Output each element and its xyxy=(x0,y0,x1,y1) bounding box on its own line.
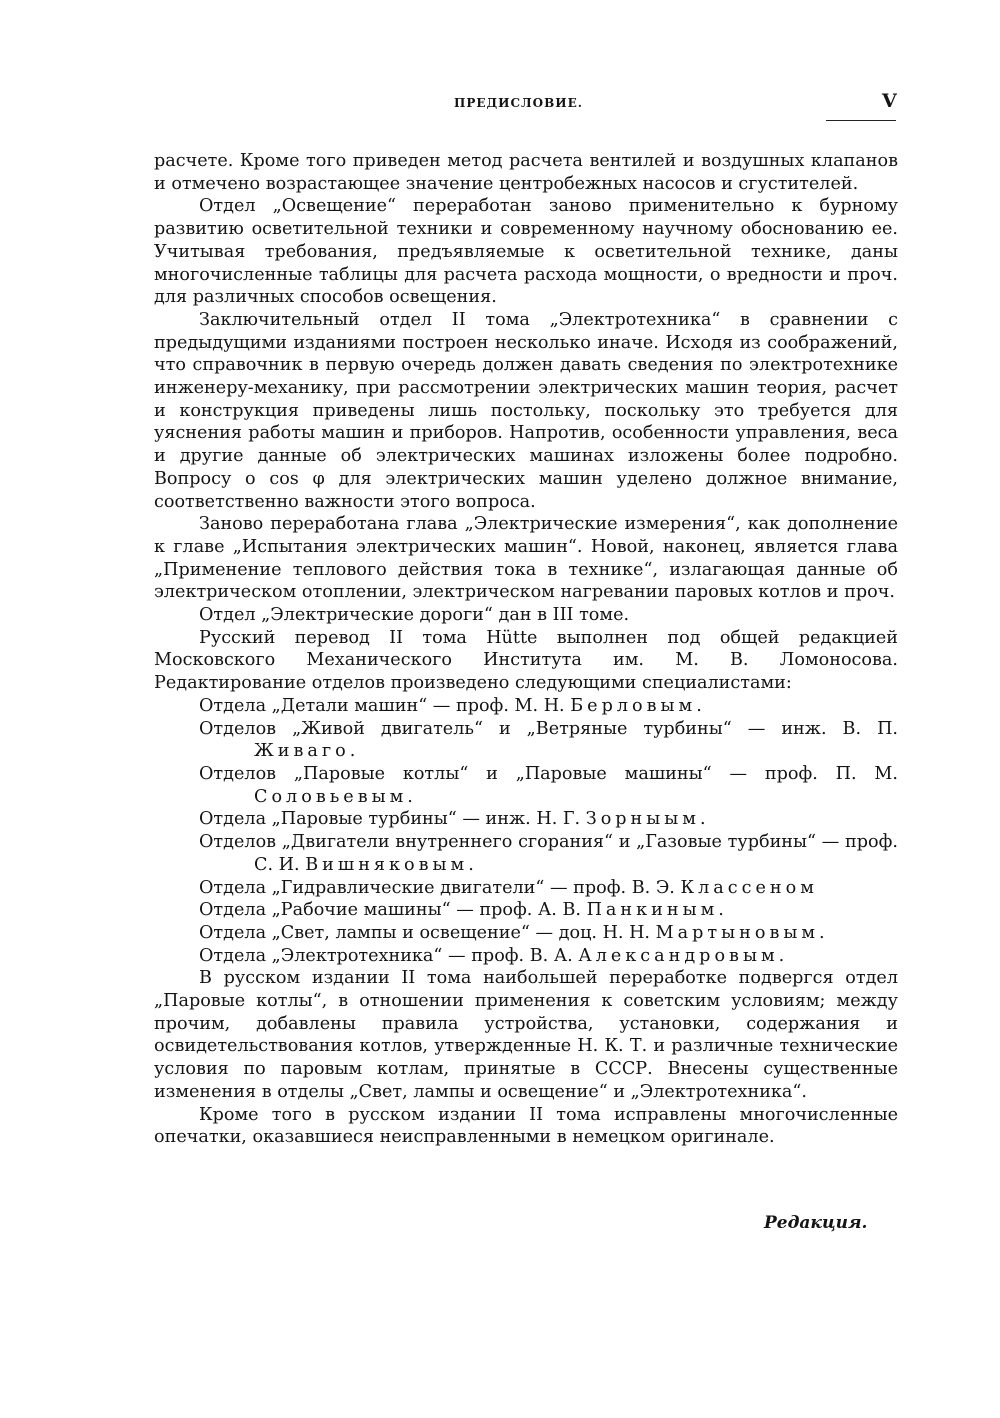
running-title: ПРЕДИСЛОВИЕ. xyxy=(454,96,583,110)
paragraph: Заключительный отдел II тома „Электротехника“ в сравнении с предыдущими изданиями построен несколько иначе. Исходя из соображений, что справочник в первую очередь должен давать сведения по электротехнике инженеру-механику, при рассмотрении электрических машин теория, расчет и конструкция приведены лишь постольку, поскольку это требуется для уяснения работы машин и приборов. Напротив, особенности управления, веса и другие данные об электрических машинах изложены более подробно. Вопросу о cos φ для электрических машин уделено должное внимание, соответственно важности этого вопроса. xyxy=(154,309,898,512)
paragraph: Русский перевод II тома Hütte выполнен под общей редакцией Московского Механического Института им. М. В. Ломоносова. Редактирование отделов произведено следующими специалистами: xyxy=(154,627,898,694)
body-text xyxy=(154,150,898,1149)
editor-line: Отдела „Гидравлические двигатели“ — проф. В. Э. Классеном xyxy=(199,877,818,898)
editor-line: Отделов „Живой двигатель“ и „Ветряные турбины“ — инж. В. П. Живаго. xyxy=(199,718,898,762)
paragraph: Отдел „Электрические дороги“ дан в III томе. xyxy=(199,605,630,626)
signature: Редакция. xyxy=(764,1213,868,1233)
editor-line: Отделов „Паровые котлы“ и „Паровые машины“ — проф. П. М. Соловьевым. xyxy=(199,763,898,807)
editor-line: Отдела „Свет, лампы и освещение“ — доц. Н. Н. Мартыновым. xyxy=(199,922,829,943)
page-number: V xyxy=(882,90,897,112)
paragraph: В русском издании II тома наибольшей переработке подвергся отдел „Паровые котлы“, в отношении применения к советским условиям; между прочим, добавлены правила устройства, установки, содержания и освидетельствования котлов, утвержденные Н. К. Т. и различные технические условия по паровым котлам, принятые в СССР. Внесены существенные изменения в отделы „Свет, лампы и освещение“ и „Электротехника“. xyxy=(154,968,898,1102)
header-rule xyxy=(826,120,896,121)
editor-line: Отдела „Электротехника“ — проф. В. А. Александровым. xyxy=(199,945,789,966)
editor-line: Отдела „Детали машин“ — проф. М. Н. Берловым. xyxy=(199,695,706,716)
page-header xyxy=(0,92,1000,122)
paragraph: Заново переработана глава „Электрические измерения“, как дополнение к главе „Испытания электрических машин“. Новой, наконец, является глава „Применение теплового действия тока в технике“, излагающая данные об электрическом отоплении, электрическом нагревании паровых котлов и проч. xyxy=(154,514,898,603)
paragraph: Кроме того в русском издании II тома исправлены многочисленные опечатки, оказавшиеся неисправленными в немецком оригинале. xyxy=(154,1104,898,1148)
editor-line: Отдела „Рабочие машины“ — проф. А. В. Панкиным. xyxy=(199,900,728,921)
paragraph: Отдел „Освещение“ переработан заново применительно к бурному развитию осветительной техники и современному научному обоснованию ее. Учитывая требования, предъявляемые к осветительной технике, даны многочисленные таблицы для расчета расхода мощности, о вредности и проч. для различных способов освещения. xyxy=(154,196,898,308)
paragraph: расчете. Кроме того приведен метод расчета вентилей и воздушных клапанов и отмечено возрастающее значение центробежных насосов и сгустителей. xyxy=(154,151,898,194)
editor-line: Отделов „Двигатели внутреннего сгорания“ и „Газовые турбины“ — проф. С. И. Вишняковым. xyxy=(199,832,898,875)
editor-line: Отдела „Паровые турбины“ — инж. Н. Г. Зорныым. xyxy=(199,809,710,830)
